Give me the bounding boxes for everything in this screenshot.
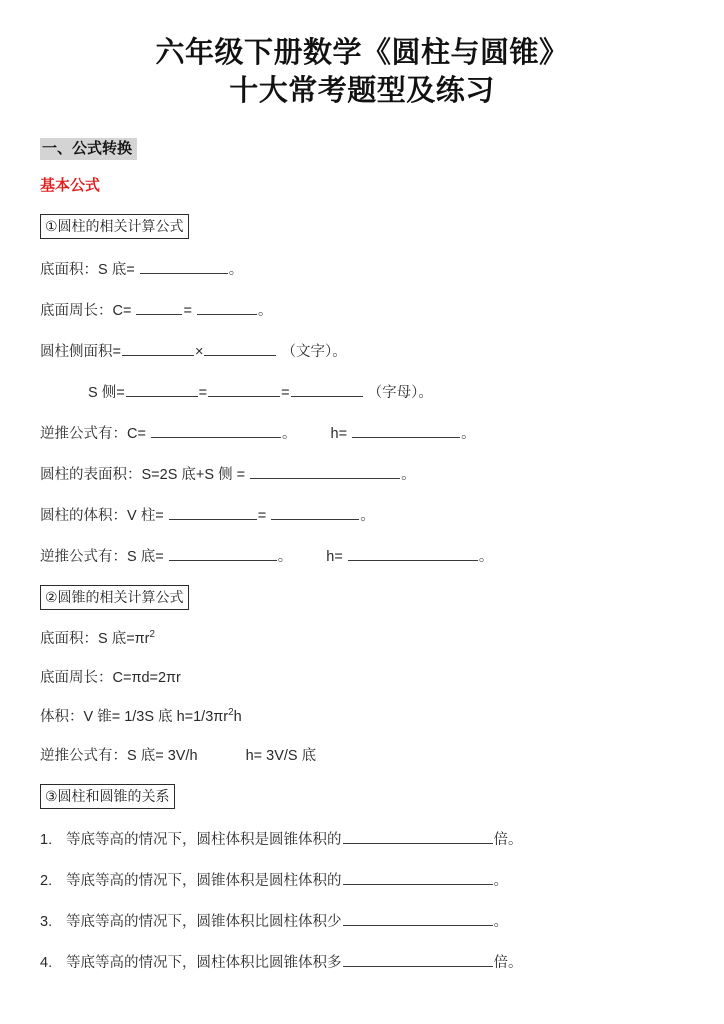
answer-blank[interactable] — [169, 545, 277, 561]
item-suffix: 。 — [493, 914, 508, 930]
formula-prefix: 圆柱侧面积= — [40, 344, 121, 360]
list-item — [40, 828, 684, 850]
formula-suffix: 。 — [257, 303, 273, 319]
answer-blank[interactable] — [250, 463, 400, 479]
item-number: 4. — [40, 955, 53, 971]
answer-blank[interactable] — [122, 340, 194, 356]
title-line-2: 十大常考题型及练习 — [229, 75, 495, 107]
answer-blank[interactable] — [352, 422, 460, 438]
answer-blank[interactable] — [348, 545, 478, 561]
formula-mid: = — [257, 508, 267, 524]
formula-suffix: （文字）。 — [281, 344, 347, 360]
item-number: 2. — [40, 873, 53, 889]
formula-text: 底面积：S 底=πr — [40, 631, 150, 647]
formula-mid-1: = — [198, 385, 208, 401]
formula-suffix: 。 — [360, 508, 375, 524]
formula-prefix: 圆柱的表面积：S=2S 底+S 侧 = — [40, 467, 246, 483]
item-number: 3. — [40, 914, 53, 930]
item-text: 等底等高的情况下，圆柱体积是圆锥体积的 — [66, 832, 342, 848]
item-text: 等底等高的情况下，圆锥体积比圆柱体积少 — [66, 914, 342, 930]
formula-line-cone-base-area — [40, 629, 684, 649]
answer-blank[interactable] — [151, 422, 281, 438]
formula-text-tail: h — [233, 709, 242, 725]
answer-blank[interactable] — [343, 951, 493, 967]
formula-mid: h= — [326, 549, 343, 565]
formula-prefix: 底面周长：C= — [40, 303, 132, 319]
item-suffix: 。 — [493, 873, 508, 889]
formula-suffix: 。 — [401, 467, 416, 483]
relation-question-list — [40, 828, 684, 973]
section-heading-text: 一、公式转换 — [40, 138, 137, 160]
formula-line-base-perimeter — [40, 299, 684, 321]
answer-blank[interactable] — [204, 340, 276, 356]
formula-line-cone-base-perimeter — [40, 668, 684, 688]
answer-blank[interactable] — [136, 299, 182, 315]
formula-line-cylinder-volume — [40, 504, 684, 526]
answer-blank[interactable] — [208, 381, 280, 397]
list-item — [40, 869, 684, 891]
formula-line-cone-reverse — [40, 746, 684, 766]
formula-text: 底面周长：C=πd=2πr — [40, 670, 181, 686]
section-heading-formula-conversion — [40, 138, 684, 160]
formula-mid: h= — [330, 426, 348, 442]
formula-suffix-2: 。 — [478, 549, 494, 565]
subheading-basic-formulas: 基本公式 — [40, 177, 101, 194]
item-suffix: 倍。 — [493, 955, 523, 971]
item-suffix: 倍。 — [493, 832, 523, 848]
formula-line-base-area — [40, 258, 684, 280]
formula-prefix: 逆推公式有：S 底= — [40, 549, 164, 565]
answer-blank[interactable] — [169, 504, 257, 520]
answer-blank[interactable] — [343, 828, 493, 844]
formula-prefix: 逆推公式有：C= — [40, 426, 146, 442]
exponent: 2 — [228, 707, 234, 719]
list-item — [40, 910, 684, 932]
title-line-1: 六年级下册数学《圆柱与圆锥》 — [155, 37, 569, 69]
answer-blank[interactable] — [343, 910, 493, 926]
formula-suffix: 。 — [228, 262, 244, 278]
formula-prefix: 圆柱的体积：V 柱= — [40, 508, 164, 524]
formula-mid: × — [194, 344, 204, 360]
item-text: 等底等高的情况下，圆锥体积是圆柱体积的 — [66, 873, 342, 889]
formula-text: 逆推公式有：S 底= 3V/h — [40, 748, 198, 764]
formula-suffix-1: 。 — [281, 426, 297, 442]
formula-suffix-1: 。 — [277, 549, 293, 565]
boxed-label-cone-formulas: ②圆锥的相关计算公式 — [40, 585, 189, 610]
formula-prefix: 底面积：S 底= — [40, 262, 135, 278]
answer-blank[interactable] — [140, 258, 228, 274]
exponent: 2 — [149, 629, 155, 641]
formula-line-lateral-area-words — [40, 340, 684, 362]
formula-text: 体积：V 锥= 1/3S 底 h=1/3πr — [40, 709, 229, 725]
page-title — [40, 0, 684, 110]
item-number: 1. — [40, 832, 53, 848]
answer-blank[interactable] — [271, 504, 359, 520]
formula-mid-2: = — [281, 385, 290, 401]
formula-line-cone-volume — [40, 707, 684, 727]
item-text: 等底等高的情况下，圆柱体积比圆锥体积多 — [66, 955, 342, 971]
formula-line-reverse-cylinder-1 — [40, 422, 684, 444]
formula-suffix-2: 。 — [461, 426, 476, 442]
formula-suffix: （字母）。 — [367, 385, 433, 401]
formula-line-lateral-area-symbols — [40, 381, 684, 403]
answer-blank[interactable] — [343, 869, 493, 885]
list-item — [40, 951, 684, 973]
answer-blank[interactable] — [126, 381, 198, 397]
boxed-label-cylinder-formulas: ①圆柱的相关计算公式 — [40, 214, 189, 239]
answer-blank[interactable] — [197, 299, 257, 315]
formula-text-tail: h= 3V/S 底 — [245, 748, 317, 764]
formula-line-surface-area — [40, 463, 684, 485]
formula-mid: = — [183, 303, 192, 319]
formula-prefix: S 侧= — [88, 385, 125, 401]
answer-blank[interactable] — [291, 381, 363, 397]
formula-line-reverse-cylinder-2 — [40, 545, 684, 567]
boxed-label-cylinder-cone-relation: ③圆柱和圆锥的关系 — [40, 784, 175, 809]
